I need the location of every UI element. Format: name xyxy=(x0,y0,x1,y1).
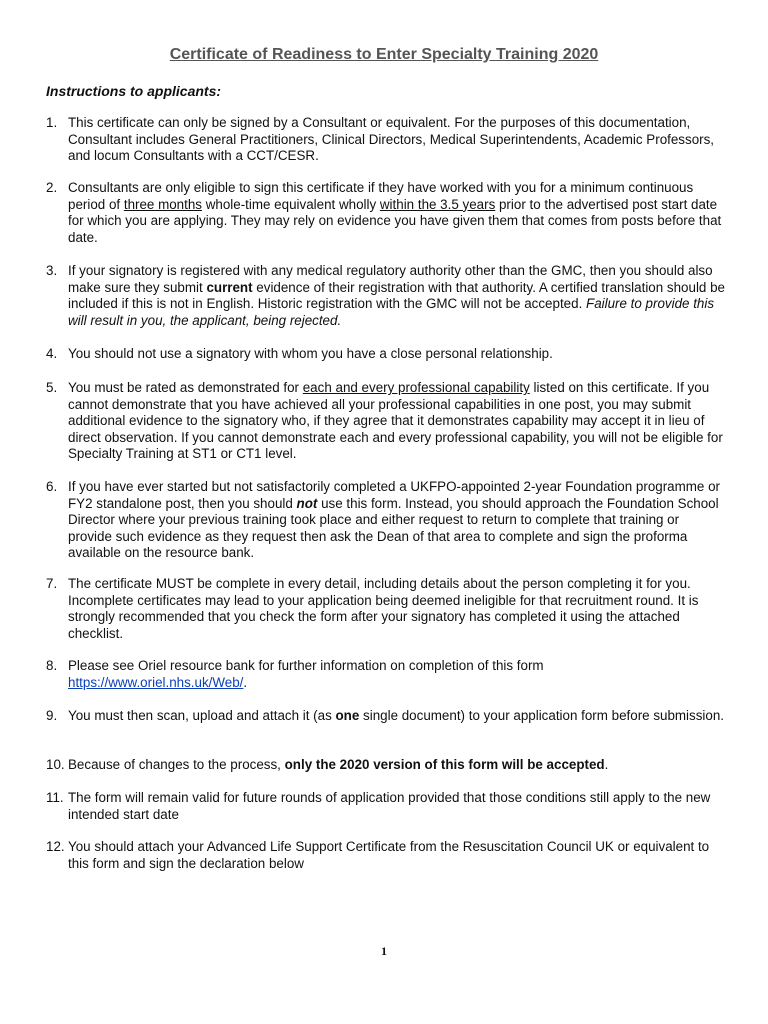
item-number: 8. xyxy=(46,658,58,673)
list-item xyxy=(46,180,726,246)
list-item xyxy=(46,115,726,165)
item-number: 7. xyxy=(46,576,58,591)
item-number: 9. xyxy=(46,708,58,723)
item-number: 4. xyxy=(46,346,58,361)
item-text: You must be rated as demonstrated for each and every professional capability listed on this certificate. If you cannot demonstrate that you have achieved all your professional capabilities in one post, you may submit additional evidence to the signatory who, if they agree that it demonstrates capability may accept it in lieu of direct observation. If you cannot demonstrate each and every professional capability, you will not be eligible for Specialty Training at ST1 or CT1 level. xyxy=(68,380,723,462)
item-text: If your signatory is registered with any medical regulatory authority other than the GMC, then you should also make sure they submit current evidence of their registration with that authority. A certified translation should be included if this is not in English. Historic registration with the GMC will not be accepted. Failure to provide this will result in you, the applicant, being rejected. xyxy=(68,263,725,328)
page-number: 1 xyxy=(381,944,387,958)
item-text: Because of changes to the process, only the 2020 version of this form will be accepted. xyxy=(68,757,609,772)
item-text: You should attach your Advanced Life Support Certificate from the Resuscitation Council UK or equivalent to this form and sign the declaration below xyxy=(68,839,710,871)
item-text: Consultants are only eligible to sign this certificate if they have worked with you for a minimum continuous period of three months whole-time equivalent wholly within the 3.5 years prior to the advertised post start date for which you are applying. They may rely on evidence you have given them that comes from posts before that date. xyxy=(68,180,722,245)
item-number: 1. xyxy=(46,115,58,130)
page-title: Certificate of Readiness to Enter Specialty Training 2020 xyxy=(169,46,599,63)
item-text: The form will remain valid for future rounds of application provided that those conditions still apply to the new intended start date xyxy=(68,790,711,822)
item-text: The certificate MUST be complete in every detail, including details about the person completing it for you. Incomplete certificates may lead to your application being deemed ineligible for that recruitment round. It is strongly recommended that you check the form after your signatory has completed it using the attached checklist. xyxy=(68,576,699,641)
item-number: 3. xyxy=(46,263,58,278)
list-item xyxy=(46,263,726,329)
item-text: Please see Oriel resource bank for further information on completion of this form https://www.oriel.nhs.uk/Web/. xyxy=(68,658,544,690)
item-number: 10. xyxy=(46,757,65,772)
item-text: You must then scan, upload and attach it (as one single document) to your application form before submission. xyxy=(68,708,725,723)
list-item xyxy=(46,790,726,823)
list-item xyxy=(46,757,726,774)
item-text: This certificate can only be signed by a Consultant or equivalent. For the purposes of this documentation, Consultant includes General Practitioners, Clinical Directors, Medical Superintendents, Academic Professors, and locum Consultants with a CCT/CESR. xyxy=(68,115,715,164)
list-item xyxy=(46,380,726,463)
item-number: 12. xyxy=(46,839,65,854)
list-item xyxy=(46,346,726,363)
oriel-resource-link[interactable]: https://www.oriel.nhs.uk/Web/ xyxy=(68,674,244,690)
item-number: 2. xyxy=(46,180,58,195)
item-number: 6. xyxy=(46,479,58,494)
item-number: 11. xyxy=(46,790,64,805)
item-text: You should not use a signatory with whom you have a close personal relationship. xyxy=(68,346,553,361)
list-item xyxy=(46,479,726,562)
list-item xyxy=(46,576,726,642)
list-item xyxy=(46,839,726,872)
list-item xyxy=(46,708,726,725)
item-text: If you have ever started but not satisfactorily completed a UKFPO-appointed 2-year Foundation programme or FY2 standalone post, then you should not use this form. Instead, you should approach the Foundation School Director where your previous training took place and either request to return to complete that training or provide such evidence as they request then ask the Dean of that area to complete and sign the proforma available on the resource bank. xyxy=(68,479,721,561)
list-item xyxy=(46,658,726,691)
item-number: 5. xyxy=(46,380,58,395)
instructions-heading: Instructions to applicants: xyxy=(46,83,222,99)
